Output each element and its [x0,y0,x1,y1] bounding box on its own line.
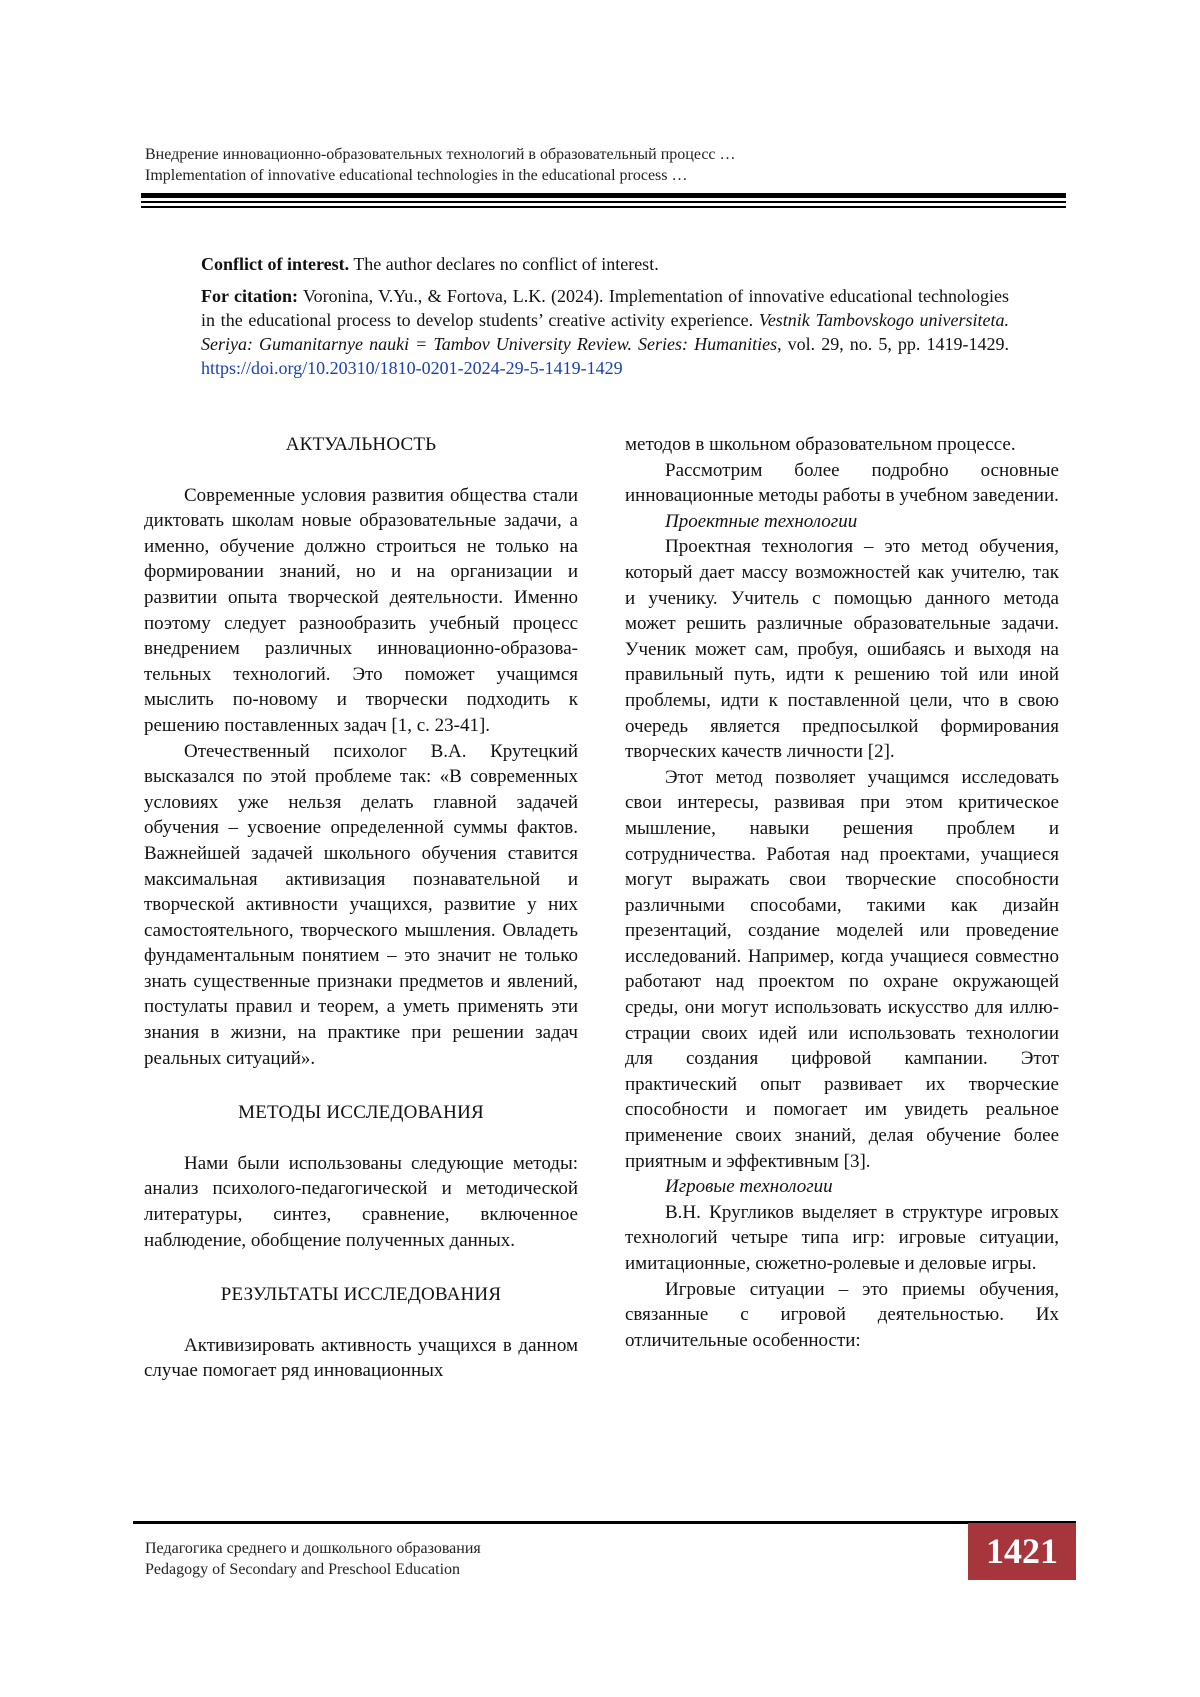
heading-relevance: АКТУАЛЬНОСТЬ [285,434,437,455]
running-header [145,144,1065,186]
heading-results: РЕЗУЛЬТАТЫ ИССЛЕДОВАНИЯ [220,1284,502,1306]
conflict-text: The author declares no conflict of interest. [349,254,659,274]
journal-title-en: Pedagogy of Secondary and Preschool Education [145,1561,461,1578]
header-rule [141,193,1066,198]
paragraph: Нами были использованы следующие методы: анализ психолого-педагогической и методической литературы, синтез, сравнение, включенное наблюдение, обобщение полученных данных. [144,1152,578,1251]
conflict-of-interest [201,252,1009,276]
page-number: 1421 [968,1523,1076,1580]
paragraph: Отечественный психолог В.А. Крутецкий высказался по этой проблеме так: «В современных условиях уже нельзя делать главной задачей обучения – усвоение определенной суммы фактов. Важнейшей задачей школьного обучения ставится максимальная активизация познавательной и творческой активности учащихся, развитие у них самостоятельного, творческого мышления. Овладеть фундаментальным понятием – это значит не только знать существенные признаки предметов и явлений, постулаты правил и теорем, а уметь применять эти знания в жизни, на практике при решении задач реальных ситуаций». [144,740,578,1069]
footer-rule [133,1521,1076,1524]
citation-text: Voronina, V.Yu., & Fortova, L.K. (2024). Implementation of innovative educational technologies in the educational process to develop students’ creative activity experience. [201,286,1009,330]
paragraph: В.Н. Кругликов выделяет в структуре игровых технологий четыре типа игр: игровые ситуации, имитационные, сюжетно-ролевые и деловые игры. [625,1201,1059,1274]
citation-tail: , vol. 29, no. 5, pp. 1419-1429. [777,334,1009,354]
paragraph: Проектная технология – это метод обучения, который дает массу возможностей как учителю, так и ученику. Учитель с помощью данного метода может решить различные образовательные задачи. Ученик может сам, пробуя, ошибаясь и выходя на правильный путь, идти к решению той или иной проблемы, идти к поставленной цели, что в свою очередь является предпосылкой формирования творческих качеств личности [2]. [625,536,1059,763]
paragraph: Игровые ситуации – это приемы обучения, связанные с игровой деятельностью. Их отличительные особенности: [625,1278,1059,1351]
paragraph: Современные условия развития общества стали диктовать школам новые образовательные задачи, а именно, обучение должно строиться не только на формировании знаний, но и на организации и развитии опыта творческой деятельности. Именно поэтому следует разнообразить учебный процесс внедрением различных инновационно-образовательных технологий. Это поможет учащимся мыслить по-новому и творчески подходить к решению поставленных задач [1, с. 23-41]. [144,484,578,736]
doi-link[interactable]: https://doi.org/10.20310/1810-0201-2024-29-5-1419-1429 [201,358,623,378]
paragraph: Активизировать активность учащихся в данном случае помогает ряд инновационных [144,1334,578,1382]
paragraph: Рассмотрим более подробно основные инновационные методы работы в учебном заведении. [625,459,1059,507]
subheading-projects: Проектные технологии [665,510,858,532]
running-title-ru: Внедрение инновационно-образовательных технологий в образовательный процесс … [145,146,736,163]
journal-title-ru: Педагогика среднего и дошкольного образования [145,1540,481,1557]
header-rule [141,206,1066,208]
header-rules [141,193,1066,211]
citation-journal: Vestnik Tambovskogo universiteta. Seriya: Gumanitarnye nauki = Tambov University Review. Series: Humanities [201,310,1009,354]
subheading-games: Игровые технологии [665,1176,833,1198]
header-rule [141,201,1066,203]
footer-journal [145,1538,481,1580]
citation-label: For citation: [201,286,298,306]
heading-methods: МЕТОДЫ ИССЛЕДОВАНИЯ [238,1102,484,1124]
running-title-en: Implementation of innovative educational technologies in the educational process … [145,167,688,184]
citation [201,284,1009,380]
paragraph: Этот метод позволяет учащимся исследовать свои интересы, развивая при этом критическое мышление, навыки решения проблем и сотрудничества. Работая над проектами, учащиеся могут выражать свои творческие способности различными способами, такими как дизайн презентаций, создание моделей или проведение исследований. Например, когда учащиеся совместно работают над проектом по охране окружающей среды, они могут использовать искусство для иллюстрации своих идей или использовать технологии для создания цифровой кампании. Этот практический опыт развивает их творческие способности и помогает им увидеть реальное применение своих знаний, делая обучение более приятным и эффективным [3]. [625,766,1059,1172]
paragraph-continued: методов в школьном образовательном процессе. [625,434,1016,455]
left-column [144,432,578,1384]
right-column [625,432,1059,1353]
front-matter [201,252,1009,388]
conflict-label: Conflict of interest. [201,254,350,274]
